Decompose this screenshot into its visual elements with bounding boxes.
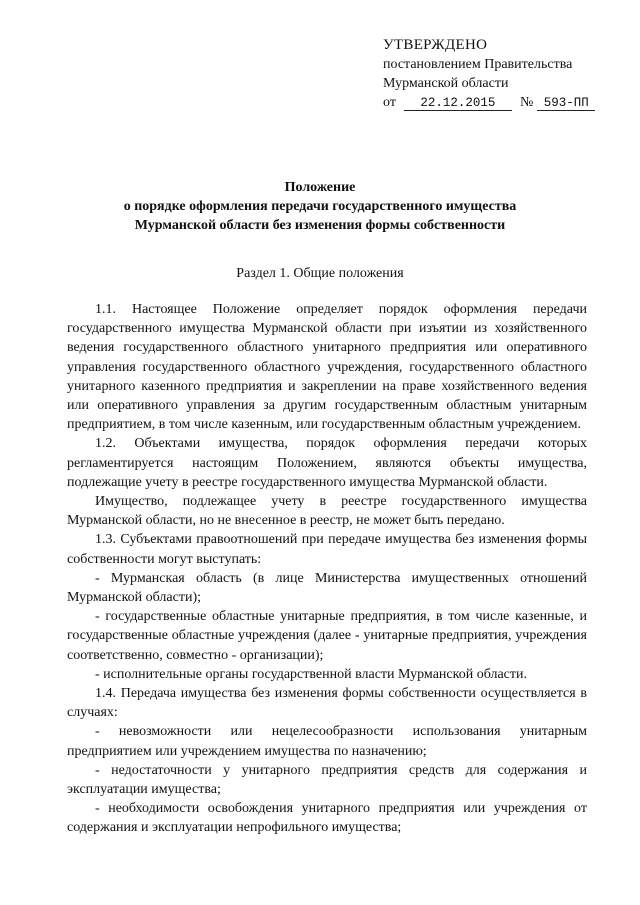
approval-block xyxy=(383,36,595,112)
approval-number-sign: № xyxy=(519,95,534,110)
approval-number: 593-ПП xyxy=(537,96,595,111)
paragraph: 1.2. Объектами имущества, порядок оформления передачи которых регламентируется настоящим Положением, являются объекты имущества, подлежащие учету в реестре государственного имущества Мурманской области. xyxy=(67,436,587,490)
paragraph: - невозможности или нецелесообразности использования унитарным предприятием или учреждением имущества по назначению; xyxy=(67,724,587,759)
approval-heading: УТВЕРЖДЕНО xyxy=(383,37,488,53)
section-heading: Раздел 1. Общие положения xyxy=(236,266,404,281)
approval-line-1: постановлением Правительства xyxy=(383,57,573,72)
paragraph: - исполнительные органы государственной власти Мурманской области. xyxy=(95,666,527,682)
paragraph: Имущество, подлежащее учету в реестре государственного имущества Мурманской области, но не внесенное в реестр, не может быть передано. xyxy=(67,494,587,529)
title-line-1: Положение xyxy=(284,180,356,195)
document-body xyxy=(67,300,587,838)
approval-date: 22.12.2015 xyxy=(404,96,512,111)
paragraph: - недостаточности у унитарного предприятия средств для содержания и эксплуатации имущества; xyxy=(67,762,587,798)
document-title xyxy=(0,178,640,235)
title-line-2: о порядке оформления передачи государственного имущества xyxy=(123,199,517,214)
paragraph: 1.3. Субъектами правоотношений при передаче имущества без изменения формы собственности могут выступать: xyxy=(67,532,587,567)
paragraph: 1.1. Настоящее Положение определяет порядок оформления передачи государственного имущества Мурманской области при изъятии из хозяйственного ведения государственного областного унитарного предприятия или оперативного управления государственного областного учреждения, государственного областного унитарного казенного предприятия и закреплении на праве хозяйственного ведения или оперативного управления за другим государственным областным унитарным предприятием, в том числе казенным, или государственным областным учреждением. xyxy=(67,302,587,433)
paragraph: - Мурманская область (в лице Министерства имущественных отношений Мурманской области); xyxy=(67,570,587,606)
title-line-3: Мурманской области без изменения формы собственности xyxy=(134,218,506,233)
paragraph: - государственные областные унитарные предприятия, в том числе казенные, и государственные областные учреждения (далее - унитарные предприятия, учреждения соответственно, совместно - организации); xyxy=(67,609,587,663)
paragraph: - необходимости освобождения унитарного предприятия или учреждения от содержания и эксплуатации непрофильного имущества; xyxy=(67,801,587,836)
approval-line-2: Мурманской области xyxy=(383,76,509,91)
approval-date-line xyxy=(383,93,595,112)
approval-from-prefix: от xyxy=(383,95,396,110)
paragraph: 1.4. Передача имущества без изменения формы собственности осуществляется в случаях: xyxy=(67,686,587,721)
